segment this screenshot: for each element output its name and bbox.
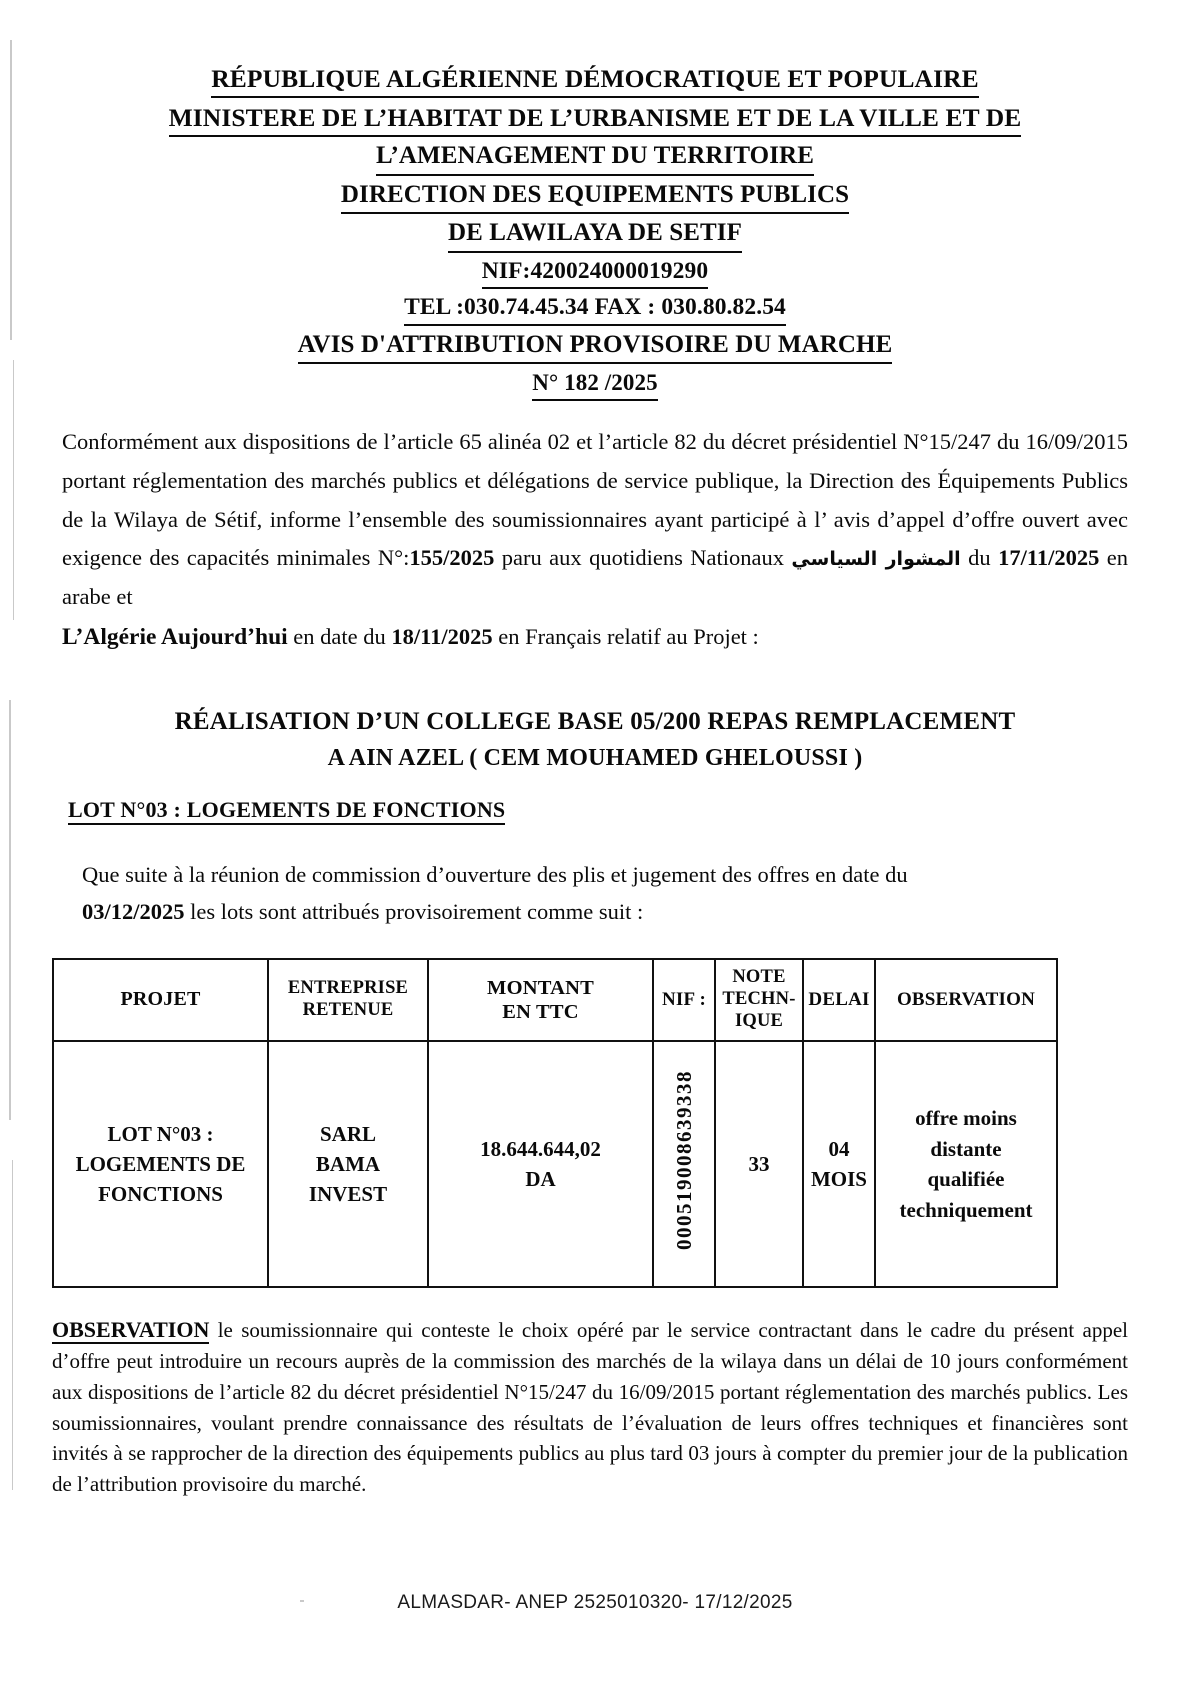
cell-projet <box>53 1041 268 1287</box>
column-header-montant-line-1: MONTANT <box>487 977 594 1000</box>
cell-delai <box>803 1041 875 1287</box>
footer <box>0 1592 1190 1614</box>
header-notice-title-text: AVIS D'ATTRIBUTION PROVISOIRE DU MARCHE <box>298 329 893 365</box>
column-header-projet: PROJET <box>53 959 268 1041</box>
cell-nif-vertical-text: 000519008639338 <box>671 1070 696 1250</box>
lot-heading <box>68 797 1190 823</box>
column-header-note-technique <box>715 959 803 1041</box>
column-header-note-line-1: NOTE <box>732 967 786 988</box>
cell-entreprise-line-2: BAMA <box>315 1152 381 1176</box>
commission-text-2: les lots sont attribués provisoirement comme suit : <box>184 898 644 924</box>
intro-text-2: paru aux quotidiens Nationaux <box>494 545 792 571</box>
column-header-nif: NIF : <box>653 959 715 1041</box>
cell-entreprise-line-1: SARL <box>319 1121 377 1146</box>
column-header-entreprise-line-2: RETENUE <box>302 1000 394 1021</box>
header-republic-line <box>0 62 1190 98</box>
header-notice-title-line <box>0 329 1190 365</box>
header-territory-text: L’AMENAGEMENT DU TERRITOIRE <box>376 140 814 176</box>
cell-projet-line-3: FONCTIONS <box>98 1182 223 1207</box>
observation-body-text: le soumissionnaire qui conteste le choix opéré par le service contractant dans le cadre du présent appel d’offre peut introduire un recours auprès de la commission des marchés de la wilaya dans un délai de 10 jours conformément aux dispositions de l’article 82 du décret présidentiel N°15/247 du 16/09/2015 portant réglementation des marchés publics. Les soumissionnaires, voulant prendre connaissance des résultats de l’évaluation de leurs offres techniques et financières sont invités à se rapprocher de la direction des équipements publics au plus tard 03 jours à compter du premier jour de la publication de l’attribution provisoire du marché. <box>52 1318 1128 1496</box>
cell-nif <box>653 1041 715 1287</box>
project-title <box>0 704 1190 775</box>
cell-entreprise <box>268 1041 428 1287</box>
observation-paragraph <box>52 1314 1128 1499</box>
cell-montant <box>428 1041 653 1287</box>
cell-entreprise-line-3: INVEST <box>308 1182 388 1207</box>
header-direction-line <box>0 179 1190 215</box>
header-nif-line <box>0 256 1190 290</box>
column-header-note-line-2: TECHN- <box>722 989 796 1010</box>
intro-arabic-journal: المشوار السياسي <box>791 548 961 571</box>
cell-montant-currency: DA <box>525 1167 556 1192</box>
cell-observation-line-2: distante <box>930 1136 1002 1161</box>
cell-note-technique: 33 <box>715 1041 803 1287</box>
cell-observation-line-4: techniquement <box>899 1197 1033 1222</box>
cell-observation-line-3: qualifiée <box>927 1167 1005 1192</box>
commission-text-1: Que suite à la réunion de commission d’ouverture des plis et jugement des offres en date du <box>82 862 908 888</box>
intro-text-5: en date du <box>287 623 392 649</box>
award-table-wrapper <box>52 958 1056 1288</box>
project-title-line-2: A AIN AZEL ( CEM MOUHAMED GHELOUSSI ) <box>327 744 863 771</box>
column-header-entreprise-line-1: ENTREPRISE <box>287 978 409 999</box>
header-ministry-text: MINISTERE DE L’HABITAT DE L’URBANISME ET DE LA VILLE ET DE <box>169 101 1022 137</box>
intro-french-date: 18/11/2025 <box>391 623 493 649</box>
intro-avis-number: 155/2025 <box>409 545 495 571</box>
intro-arabic-date: 17/11/2025 <box>998 545 1100 571</box>
table-row <box>53 1041 1057 1287</box>
header-republic-text: RÉPUBLIQUE ALGÉRIENNE DÉMOCRATIQUE ET POPULAIRE <box>211 62 978 98</box>
intro-text-6: en Français relatif au Projet : <box>492 623 759 649</box>
cell-delai-line-2: MOIS <box>810 1167 867 1192</box>
footer-reference-text: ALMASDAR- ANEP 2525010320- 17/12/2025 <box>397 1592 793 1613</box>
intro-french-journal: L’Algérie Aujourd’hui <box>62 623 288 650</box>
intro-journal-line <box>62 619 1128 657</box>
commission-date: 03/12/2025 <box>82 898 185 924</box>
cell-projet-line-2: LOGEMENTS DE <box>75 1152 246 1176</box>
header-notice-number-line <box>0 368 1190 401</box>
header-wilaya-line <box>0 217 1190 253</box>
table-header-row <box>53 959 1057 1041</box>
intro-paragraph <box>62 423 1128 616</box>
cell-montant-amount: 18.644.644,02 <box>480 1136 601 1161</box>
column-header-observation: OBSERVATION <box>875 959 1057 1041</box>
cell-projet-line-1: LOT N°03 : <box>107 1121 214 1146</box>
column-header-montant-line-2: EN TTC <box>502 1001 579 1024</box>
intro-text-4: en arabe et <box>62 545 1128 610</box>
project-title-line-1: RÉALISATION D’UN COLLEGE BASE 05/200 REPAS REMPLACEMENT <box>174 708 1016 736</box>
header-ministry-line <box>0 101 1190 137</box>
column-header-montant <box>428 959 653 1041</box>
header-contact-line <box>0 292 1190 326</box>
column-header-note-line-3: IQUE <box>734 1011 784 1032</box>
header-nif-text: NIF:420024000019290 <box>482 256 708 290</box>
observation-lead-label: OBSERVATION <box>52 1317 210 1343</box>
header-notice-number-text: N° 182 /2025 <box>532 368 657 401</box>
lot-heading-text: LOT N°03 : LOGEMENTS DE FONCTIONS <box>68 797 505 825</box>
cell-observation-line-1: offre moins <box>915 1106 1017 1131</box>
column-header-delai: DELAI <box>803 959 875 1041</box>
cell-observation <box>875 1041 1057 1287</box>
intro-text-3: du <box>960 545 999 571</box>
column-header-entreprise <box>268 959 428 1041</box>
header-wilaya-text: DE LAWILAYA DE SETIF <box>448 217 742 253</box>
header-territory-line <box>0 140 1190 176</box>
cell-delai-line-1: 04 <box>828 1136 850 1161</box>
award-table <box>52 958 1058 1288</box>
document-header <box>0 0 1190 401</box>
header-direction-text: DIRECTION DES EQUIPEMENTS PUBLICS <box>341 179 849 215</box>
commission-paragraph <box>82 857 1128 930</box>
header-contact-text: TEL :030.74.45.34 FAX : 030.80.82.54 <box>404 292 786 326</box>
intro-text-1: Conformément aux dispositions de l’article 65 alinéa 02 et l’article 82 du décret présidentiel N°15/247 du 16/09/2015 portant réglementation des marchés publics et délégations de service publique, la Direction des Équipements Publics de la Wilaya de Sétif, informe l’ensemble des soumissionnaires ayant participé à l’ avis d’appel d’offre ouvert avec exigence des capacités minimales N°: <box>62 429 1128 571</box>
